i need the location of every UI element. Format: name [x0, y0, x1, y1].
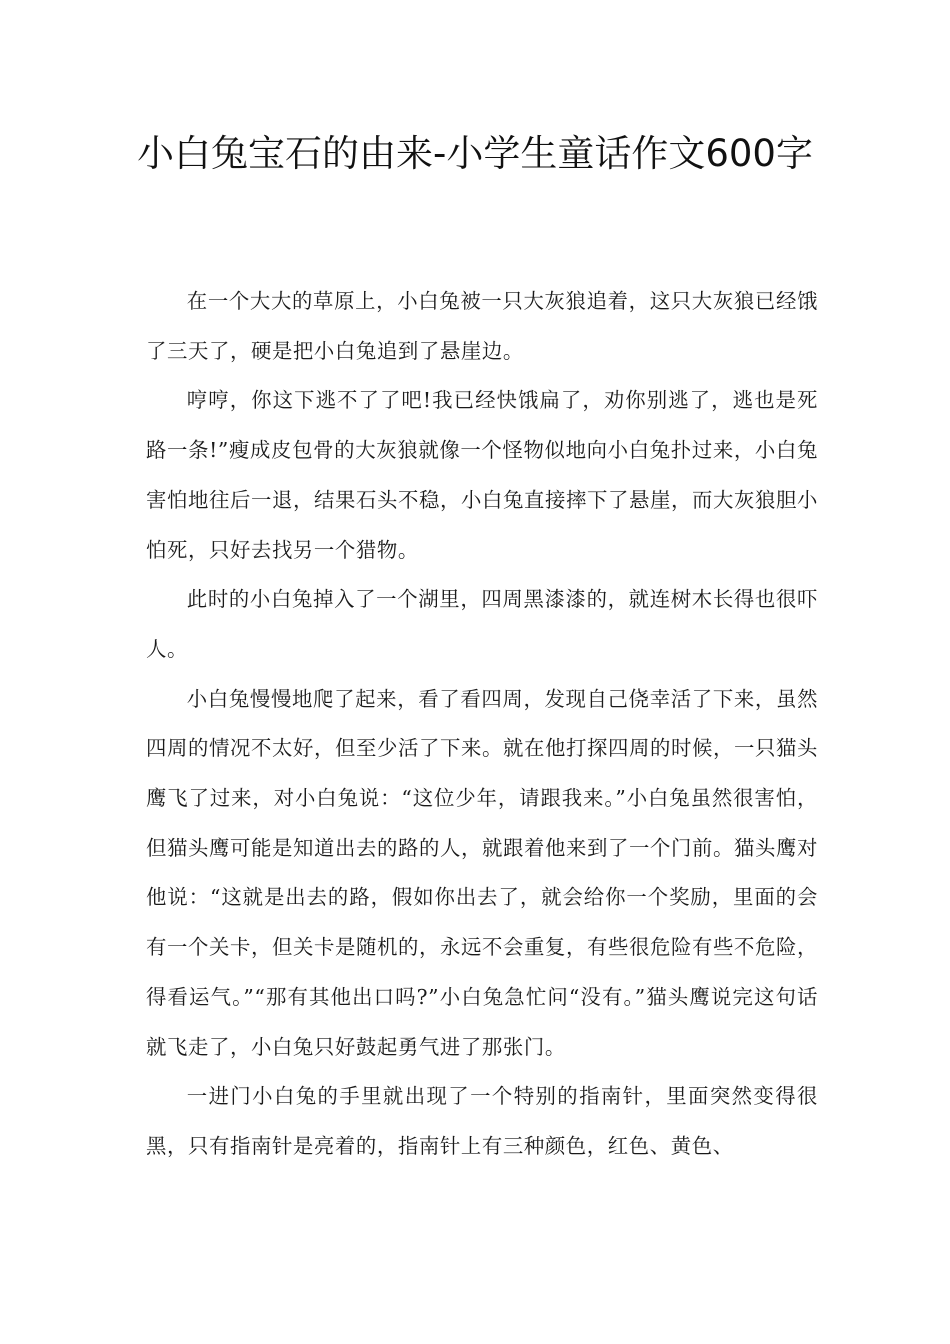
paragraph-1: 在一个大大的草原上，小白兔被一只大灰狼追着，这只大灰狼已经饿了三天了，硬是把小白兔追到了悬崖边。 — [146, 289, 818, 363]
paragraph-3: 此时的小白兔掉入了一个湖里，四周黑漆漆的，就连树木长得也很吓人。 — [146, 587, 818, 661]
document-title: 小白兔宝石的由来-小学生童话作文600字 — [137, 132, 813, 175]
paragraph-2: 哼哼，你这下逃不了了吧!我已经快饿扁了，劝你别逃了，逃也是死路一条!”瘦成皮包骨的大灰狼就像一个怪物似地向小白兔扑过来，小白兔害怕地往后一退，结果石头不稳，小白兔直接摔下了悬崖，而大灰狼胆小怕死，只好去找另一个猎物。 — [146, 388, 818, 562]
paragraph-5: 一进门小白兔的手里就出现了一个特别的指南针，里面突然变得很黑，只有指南针是亮着的，指南针上有三种颜色，红色、黄色、 — [146, 1084, 818, 1158]
paragraph-4: 小白兔慢慢地爬了起来，看了看四周，发现自己侥幸活了下来，虽然四周的情况不太好，但至少活了下来。就在他打探四周的时候，一只猫头鹰飞了过来，对小白兔说：“这位少年，请跟我来。”小白兔虽然很害怕，但猫头鹰可能是知道出去的路的人，就跟着他来到了一个门前。猫头鹰对他说：“这就是出去的路，假如你出去了，就会给你一个奖励，里面的会有一个关卡，但关卡是随机的，永远不会重复，有些很危险有些不危险，得看运气。”“那有其他出口吗?”小白兔急忙问“没有。”猫头鹰说完这句话就飞走了，小白兔只好鼓起勇气进了那张门。 — [146, 686, 818, 1059]
document-body — [146, 277, 818, 1172]
